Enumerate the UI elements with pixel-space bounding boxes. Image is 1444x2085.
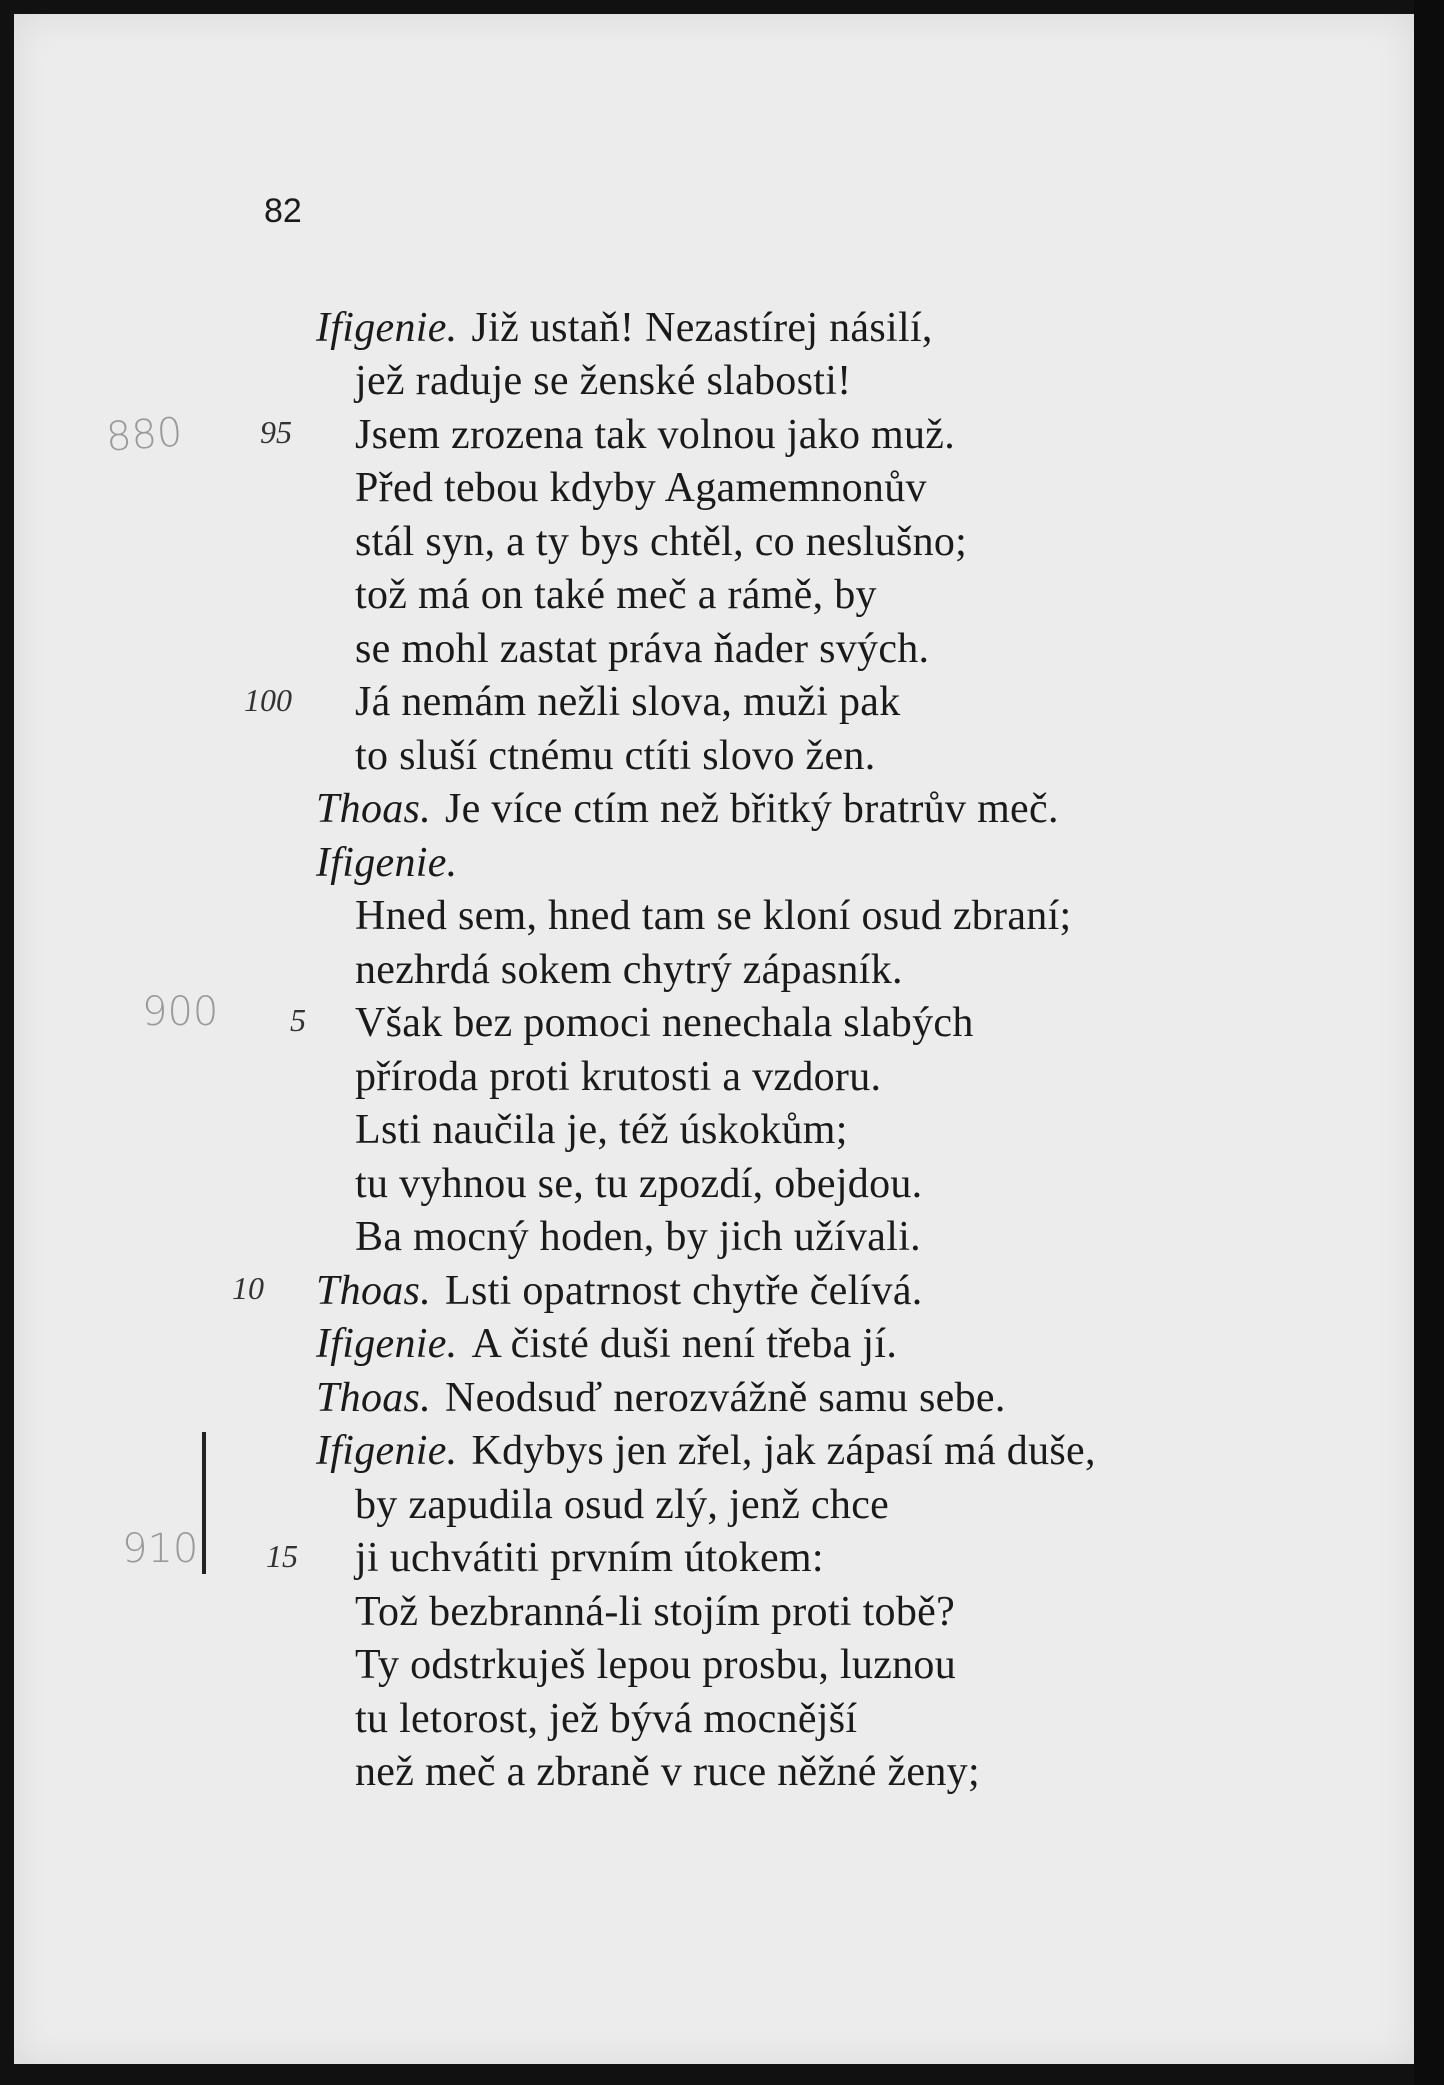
- verse-text: se mohl zastat práva ňader svých.: [355, 626, 930, 672]
- verse-text: tu letorost, jež bývá mocnější: [355, 1696, 858, 1742]
- verse-line: [355, 571, 877, 619]
- verse-text: jež raduje se ženské slabosti!: [355, 358, 852, 404]
- verse-text: Ba mocný hoden, by jich užívali.: [355, 1214, 921, 1260]
- verse-line: [355, 1213, 921, 1261]
- verse-text: Tož bezbranná-li stojím proti tobě?: [355, 1589, 956, 1635]
- page-edge-shadow: [1414, 0, 1444, 2085]
- speaker-name: Ifigenie.: [316, 305, 458, 351]
- verse-text: než meč a zbraně v ruce něžné ženy;: [355, 1749, 980, 1795]
- verse-line: [355, 1160, 923, 1208]
- verse-text: nezhrdá sokem chytrý zápasník.: [355, 947, 903, 993]
- verse-text: Již ustaň! Nezastírej násilí,: [471, 305, 933, 351]
- verse-text: příroda proti krutosti a vzdoru.: [355, 1054, 882, 1100]
- pencil-margin-bar: [202, 1432, 206, 1574]
- verse-line: [355, 357, 851, 405]
- line-number: 100: [244, 682, 292, 718]
- verse-line: [355, 1588, 955, 1636]
- verse-text: Však bez pomoci nenechala slabých: [355, 1000, 974, 1046]
- verse-text: Je více ctím než břitký bratrův meč.: [445, 786, 1059, 832]
- verse-line: [355, 1106, 848, 1154]
- pencil-note: 880: [104, 409, 184, 461]
- verse-line: [355, 999, 974, 1047]
- verse-line: [355, 1641, 956, 1689]
- verse-line: [355, 732, 876, 780]
- verse-line: [355, 678, 901, 726]
- verse-text: A čisté duši není třeba jí.: [471, 1321, 898, 1367]
- verse-text: tož má on také meč a rámě, by: [355, 572, 877, 618]
- verse-line: [316, 785, 1059, 833]
- verse-line: [316, 1427, 1096, 1475]
- line-number: 10: [232, 1270, 264, 1306]
- verse-line: [316, 304, 933, 352]
- speaker-name: Ifigenie.: [316, 1321, 458, 1367]
- speaker-name: Thoas.: [316, 1268, 432, 1314]
- verse-line: [355, 518, 967, 566]
- verse-text: Lsti naučila je, též úskokům;: [355, 1107, 848, 1153]
- verse-line: [316, 1267, 923, 1315]
- verse-text: Ty odstrkuješ lepou prosbu, luznou: [355, 1642, 957, 1688]
- verse-line: [355, 1748, 980, 1796]
- speaker-name: Thoas.: [316, 1375, 432, 1421]
- pencil-note: 910: [122, 1526, 199, 1572]
- speaker-name: Thoas.: [316, 786, 432, 832]
- pencil-note: 900: [142, 989, 219, 1035]
- verse-text: stál syn, a ty bys chtěl, co neslušno;: [355, 519, 968, 565]
- verse-line: [355, 946, 903, 994]
- book-page: [14, 14, 1414, 2064]
- verse-text: to sluší ctnému ctíti slovo žen.: [355, 733, 876, 779]
- verse-text: tu vyhnou se, tu zpozdí, obejdou.: [355, 1161, 923, 1207]
- verse-text: Jsem zrozena tak volnou jako muž.: [355, 412, 956, 458]
- verse-line: [316, 839, 471, 887]
- verse-line: [355, 1534, 824, 1582]
- verse-line: [355, 411, 955, 459]
- speaker-name: Ifigenie.: [316, 840, 458, 886]
- verse-text: Neodsuď nerozvážně samu sebe.: [445, 1375, 1006, 1421]
- verse-line: [355, 892, 1072, 940]
- verse-line: [355, 1481, 889, 1529]
- verse-text: Kdybys jen zřel, jak zápasí má duše,: [471, 1428, 1096, 1474]
- verse-text: Já nemám nežli slova, muži pak: [355, 679, 901, 725]
- verse-text: Lsti opatrnost chytře čelívá.: [445, 1268, 923, 1314]
- line-number: 15: [266, 1538, 298, 1574]
- verse-line: [355, 464, 927, 512]
- line-number: 95: [260, 414, 292, 450]
- verse-line: [355, 625, 929, 673]
- verse-line: [316, 1320, 897, 1368]
- verse-line: [355, 1695, 857, 1743]
- page-number: 82: [264, 192, 302, 230]
- verse-line: [316, 1374, 1006, 1422]
- verse-line: [355, 1053, 881, 1101]
- line-number: 5: [290, 1002, 306, 1038]
- verse-text: ji uchvátiti prvním útokem:: [355, 1535, 824, 1581]
- verse-text: by zapudila osud zlý, jenž chce: [355, 1482, 890, 1528]
- verse-text: Před tebou kdyby Agamemnonův: [355, 465, 927, 511]
- speaker-name: Ifigenie.: [316, 1428, 458, 1474]
- verse-text: Hned sem, hned tam se kloní osud zbraní;: [355, 893, 1072, 939]
